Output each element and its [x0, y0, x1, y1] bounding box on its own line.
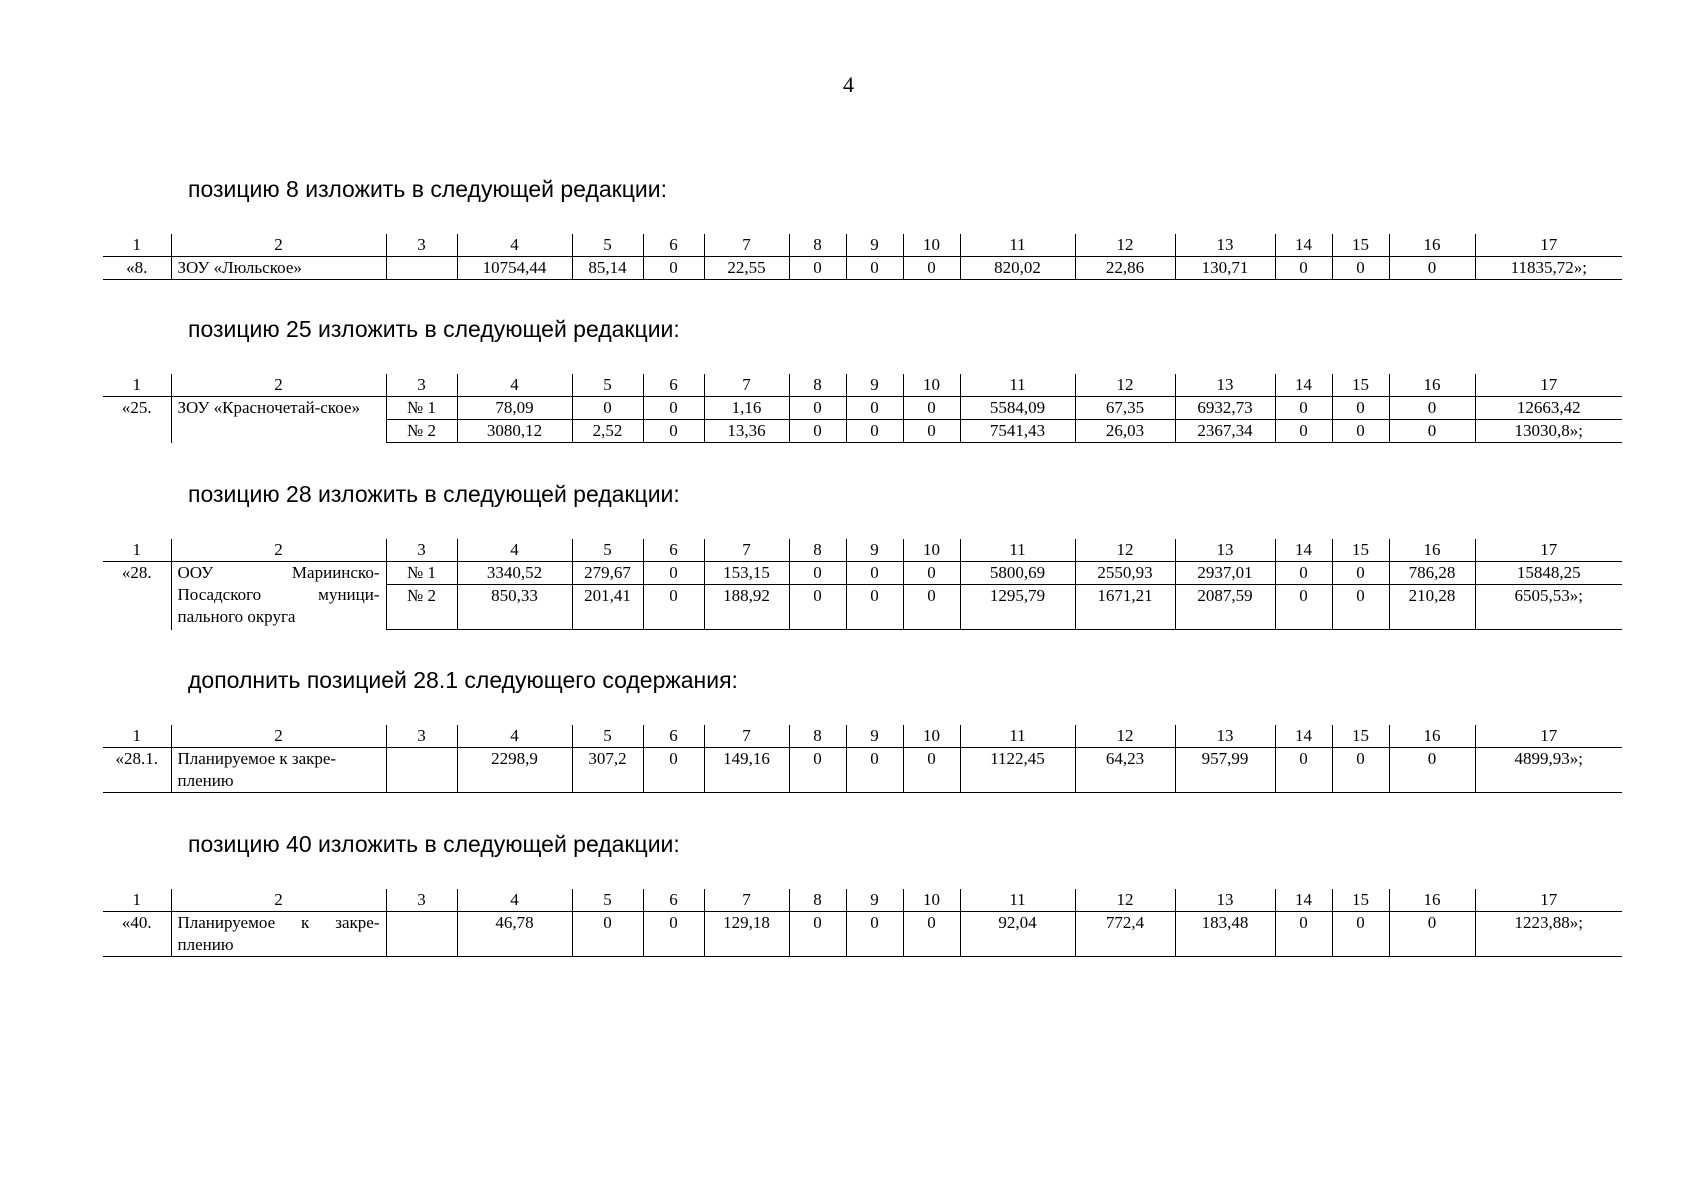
- sub-number: [386, 912, 457, 957]
- column-header: 8: [789, 725, 846, 748]
- value-cell: 0: [903, 748, 960, 793]
- value-cell: 6505,53»;: [1475, 585, 1622, 630]
- value-cell: 0: [789, 748, 846, 793]
- data-table: [103, 889, 1622, 957]
- header-row: [103, 725, 1622, 748]
- value-cell: 0: [903, 420, 960, 443]
- column-header: 4: [457, 374, 572, 397]
- header-row: [103, 234, 1622, 257]
- sub-number: [386, 257, 457, 280]
- value-cell: 6932,73: [1175, 397, 1275, 420]
- value-cell: 3080,12: [457, 420, 572, 443]
- column-header: 17: [1475, 889, 1622, 912]
- value-cell: 0: [1275, 562, 1332, 585]
- column-header: 5: [572, 234, 643, 257]
- value-cell: 0: [789, 562, 846, 585]
- column-header: 1: [103, 234, 171, 257]
- value-cell: 0: [1275, 585, 1332, 630]
- column-header: 5: [572, 374, 643, 397]
- value-cell: 0: [572, 397, 643, 420]
- value-cell: 0: [1332, 748, 1389, 793]
- column-header: 7: [704, 725, 789, 748]
- value-cell: 183,48: [1175, 912, 1275, 957]
- position-number: «28.: [103, 562, 171, 630]
- value-cell: 0: [1389, 748, 1475, 793]
- column-header: 7: [704, 539, 789, 562]
- column-header: 14: [1275, 374, 1332, 397]
- column-header: 15: [1332, 234, 1389, 257]
- value-cell: 2937,01: [1175, 562, 1275, 585]
- column-header: 11: [960, 234, 1075, 257]
- table-row: [103, 912, 1622, 957]
- value-cell: 15848,25: [1475, 562, 1622, 585]
- value-cell: 772,4: [1075, 912, 1175, 957]
- object-name: Планируемое к закре-плению: [171, 748, 386, 793]
- position-number: «8.: [103, 257, 171, 280]
- column-header: 2: [171, 374, 386, 397]
- value-cell: 0: [903, 912, 960, 957]
- table-row: [103, 748, 1622, 793]
- column-header: 16: [1389, 374, 1475, 397]
- value-cell: 0: [789, 912, 846, 957]
- value-cell: 78,09: [457, 397, 572, 420]
- column-header: 2: [171, 234, 386, 257]
- value-cell: 201,41: [572, 585, 643, 630]
- value-cell: 0: [643, 397, 704, 420]
- value-cell: 0: [1275, 912, 1332, 957]
- value-cell: 0: [846, 397, 903, 420]
- column-header: 11: [960, 374, 1075, 397]
- column-header: 2: [171, 725, 386, 748]
- section-heading: позицию 25 изложить в следующей редакции:: [188, 316, 680, 342]
- column-header: 16: [1389, 889, 1475, 912]
- column-header: 15: [1332, 374, 1389, 397]
- value-cell: 279,67: [572, 562, 643, 585]
- value-cell: 0: [1332, 420, 1389, 443]
- page-number: 4: [843, 72, 854, 97]
- value-cell: 2,52: [572, 420, 643, 443]
- value-cell: 13030,8»;: [1475, 420, 1622, 443]
- value-cell: 1223,88»;: [1475, 912, 1622, 957]
- column-header: 1: [103, 539, 171, 562]
- column-header: 11: [960, 539, 1075, 562]
- column-header: 14: [1275, 725, 1332, 748]
- column-header: 7: [704, 374, 789, 397]
- column-header: 15: [1332, 889, 1389, 912]
- column-header: 13: [1175, 539, 1275, 562]
- column-header: 9: [846, 539, 903, 562]
- value-cell: 0: [643, 257, 704, 280]
- value-cell: 0: [1389, 420, 1475, 443]
- position-number: «28.1.: [103, 748, 171, 793]
- header-row: [103, 539, 1622, 562]
- column-header: 3: [386, 725, 457, 748]
- column-header: 4: [457, 234, 572, 257]
- value-cell: 0: [1275, 257, 1332, 280]
- object-name: ЗОУ «Красночетай-ское»: [171, 397, 386, 443]
- column-header: 8: [789, 234, 846, 257]
- value-cell: 0: [1389, 397, 1475, 420]
- value-cell: 0: [643, 420, 704, 443]
- value-cell: 11835,72»;: [1475, 257, 1622, 280]
- sub-number: [386, 748, 457, 793]
- column-header: 12: [1075, 889, 1175, 912]
- value-cell: 0: [846, 420, 903, 443]
- value-cell: 22,86: [1075, 257, 1175, 280]
- column-header: 16: [1389, 725, 1475, 748]
- header-row: [103, 889, 1622, 912]
- column-header: 10: [903, 374, 960, 397]
- value-cell: 820,02: [960, 257, 1075, 280]
- column-header: 5: [572, 725, 643, 748]
- column-header: 14: [1275, 234, 1332, 257]
- column-header: 7: [704, 234, 789, 257]
- column-header: 9: [846, 889, 903, 912]
- sub-number: № 1: [386, 562, 457, 585]
- value-cell: 0: [1332, 585, 1389, 630]
- column-header: 13: [1175, 889, 1275, 912]
- value-cell: 4899,93»;: [1475, 748, 1622, 793]
- column-header: 12: [1075, 725, 1175, 748]
- data-table: [103, 374, 1622, 443]
- value-cell: 307,2: [572, 748, 643, 793]
- column-header: 3: [386, 539, 457, 562]
- column-header: 14: [1275, 539, 1332, 562]
- column-header: 3: [386, 374, 457, 397]
- column-header: 14: [1275, 889, 1332, 912]
- value-cell: 0: [1332, 257, 1389, 280]
- data-table: [103, 725, 1622, 793]
- value-cell: 0: [643, 585, 704, 630]
- value-cell: 957,99: [1175, 748, 1275, 793]
- column-header: 17: [1475, 234, 1622, 257]
- column-header: 5: [572, 889, 643, 912]
- column-header: 12: [1075, 234, 1175, 257]
- column-header: 4: [457, 889, 572, 912]
- value-cell: 5584,09: [960, 397, 1075, 420]
- column-header: 13: [1175, 374, 1275, 397]
- position-number: «40.: [103, 912, 171, 957]
- object-name: ЗОУ «Люльское»: [171, 257, 386, 280]
- column-header: 10: [903, 234, 960, 257]
- column-header: 8: [789, 539, 846, 562]
- value-cell: 3340,52: [457, 562, 572, 585]
- column-header: 16: [1389, 234, 1475, 257]
- value-cell: 0: [643, 562, 704, 585]
- column-header: 6: [643, 374, 704, 397]
- column-header: 12: [1075, 374, 1175, 397]
- section-heading: позицию 28 изложить в следующей редакции:: [188, 481, 680, 507]
- sub-number: № 1: [386, 397, 457, 420]
- value-cell: 0: [789, 420, 846, 443]
- value-cell: 92,04: [960, 912, 1075, 957]
- value-cell: 0: [643, 748, 704, 793]
- value-cell: 13,36: [704, 420, 789, 443]
- value-cell: 2550,93: [1075, 562, 1175, 585]
- value-cell: 210,28: [1389, 585, 1475, 630]
- value-cell: 149,16: [704, 748, 789, 793]
- column-header: 5: [572, 539, 643, 562]
- column-header: 9: [846, 374, 903, 397]
- value-cell: 1,16: [704, 397, 789, 420]
- value-cell: 0: [846, 748, 903, 793]
- column-header: 4: [457, 725, 572, 748]
- column-header: 15: [1332, 539, 1389, 562]
- column-header: 1: [103, 725, 171, 748]
- column-header: 13: [1175, 234, 1275, 257]
- position-number: «25.: [103, 397, 171, 443]
- value-cell: 64,23: [1075, 748, 1175, 793]
- column-header: 17: [1475, 725, 1622, 748]
- value-cell: 0: [846, 562, 903, 585]
- object-name: ООУ Мариинско-Посадского муници-пального округа: [171, 562, 386, 630]
- value-cell: 10754,44: [457, 257, 572, 280]
- value-cell: 22,55: [704, 257, 789, 280]
- value-cell: 2087,59: [1175, 585, 1275, 630]
- value-cell: 850,33: [457, 585, 572, 630]
- value-cell: 2298,9: [457, 748, 572, 793]
- value-cell: 0: [846, 257, 903, 280]
- column-header: 7: [704, 889, 789, 912]
- value-cell: 0: [789, 585, 846, 630]
- table-row: [103, 562, 1622, 585]
- value-cell: 12663,42: [1475, 397, 1622, 420]
- column-header: 4: [457, 539, 572, 562]
- section-heading: позицию 40 изложить в следующей редакции:: [188, 831, 680, 857]
- value-cell: 46,78: [457, 912, 572, 957]
- value-cell: 0: [1332, 562, 1389, 585]
- value-cell: 786,28: [1389, 562, 1475, 585]
- column-header: 9: [846, 234, 903, 257]
- object-name: Планируемое к закре-плению: [171, 912, 386, 957]
- column-header: 12: [1075, 539, 1175, 562]
- column-header: 1: [103, 889, 171, 912]
- value-cell: 26,03: [1075, 420, 1175, 443]
- section-heading: позицию 8 изложить в следующей редакции:: [188, 176, 668, 202]
- table-row: [103, 257, 1622, 280]
- column-header: 9: [846, 725, 903, 748]
- column-header: 10: [903, 725, 960, 748]
- value-cell: 0: [1275, 748, 1332, 793]
- column-header: 10: [903, 889, 960, 912]
- column-header: 6: [643, 889, 704, 912]
- column-header: 3: [386, 234, 457, 257]
- column-header: 10: [903, 539, 960, 562]
- table-row: [103, 397, 1622, 420]
- value-cell: 0: [1389, 257, 1475, 280]
- column-header: 8: [789, 374, 846, 397]
- value-cell: 0: [903, 257, 960, 280]
- value-cell: 0: [1275, 397, 1332, 420]
- column-header: 6: [643, 539, 704, 562]
- value-cell: 0: [789, 397, 846, 420]
- value-cell: 0: [903, 562, 960, 585]
- data-table: [103, 539, 1622, 630]
- column-header: 11: [960, 725, 1075, 748]
- column-header: 2: [171, 539, 386, 562]
- column-header: 6: [643, 234, 704, 257]
- column-header: 15: [1332, 725, 1389, 748]
- column-header: 11: [960, 889, 1075, 912]
- column-header: 1: [103, 374, 171, 397]
- sub-number: № 2: [386, 585, 457, 630]
- value-cell: 7541,43: [960, 420, 1075, 443]
- value-cell: 0: [903, 397, 960, 420]
- value-cell: 2367,34: [1175, 420, 1275, 443]
- value-cell: 0: [643, 912, 704, 957]
- section-heading: дополнить позицией 28.1 следующего содержания:: [188, 667, 738, 693]
- column-header: 3: [386, 889, 457, 912]
- column-header: 13: [1175, 725, 1275, 748]
- header-row: [103, 374, 1622, 397]
- value-cell: 153,15: [704, 562, 789, 585]
- value-cell: 5800,69: [960, 562, 1075, 585]
- value-cell: 85,14: [572, 257, 643, 280]
- column-header: 16: [1389, 539, 1475, 562]
- value-cell: 0: [1389, 912, 1475, 957]
- value-cell: 0: [1332, 912, 1389, 957]
- sub-number: № 2: [386, 420, 457, 443]
- value-cell: 1295,79: [960, 585, 1075, 630]
- column-header: 8: [789, 889, 846, 912]
- value-cell: 1122,45: [960, 748, 1075, 793]
- value-cell: 130,71: [1175, 257, 1275, 280]
- column-header: 2: [171, 889, 386, 912]
- value-cell: 0: [903, 585, 960, 630]
- data-table: [103, 234, 1622, 280]
- column-header: 17: [1475, 539, 1622, 562]
- value-cell: 67,35: [1075, 397, 1175, 420]
- value-cell: 188,92: [704, 585, 789, 630]
- column-header: 17: [1475, 374, 1622, 397]
- value-cell: 0: [1332, 397, 1389, 420]
- value-cell: 0: [846, 912, 903, 957]
- value-cell: 129,18: [704, 912, 789, 957]
- column-header: 6: [643, 725, 704, 748]
- value-cell: 0: [572, 912, 643, 957]
- value-cell: 1671,21: [1075, 585, 1175, 630]
- value-cell: 0: [789, 257, 846, 280]
- value-cell: 0: [1275, 420, 1332, 443]
- value-cell: 0: [846, 585, 903, 630]
